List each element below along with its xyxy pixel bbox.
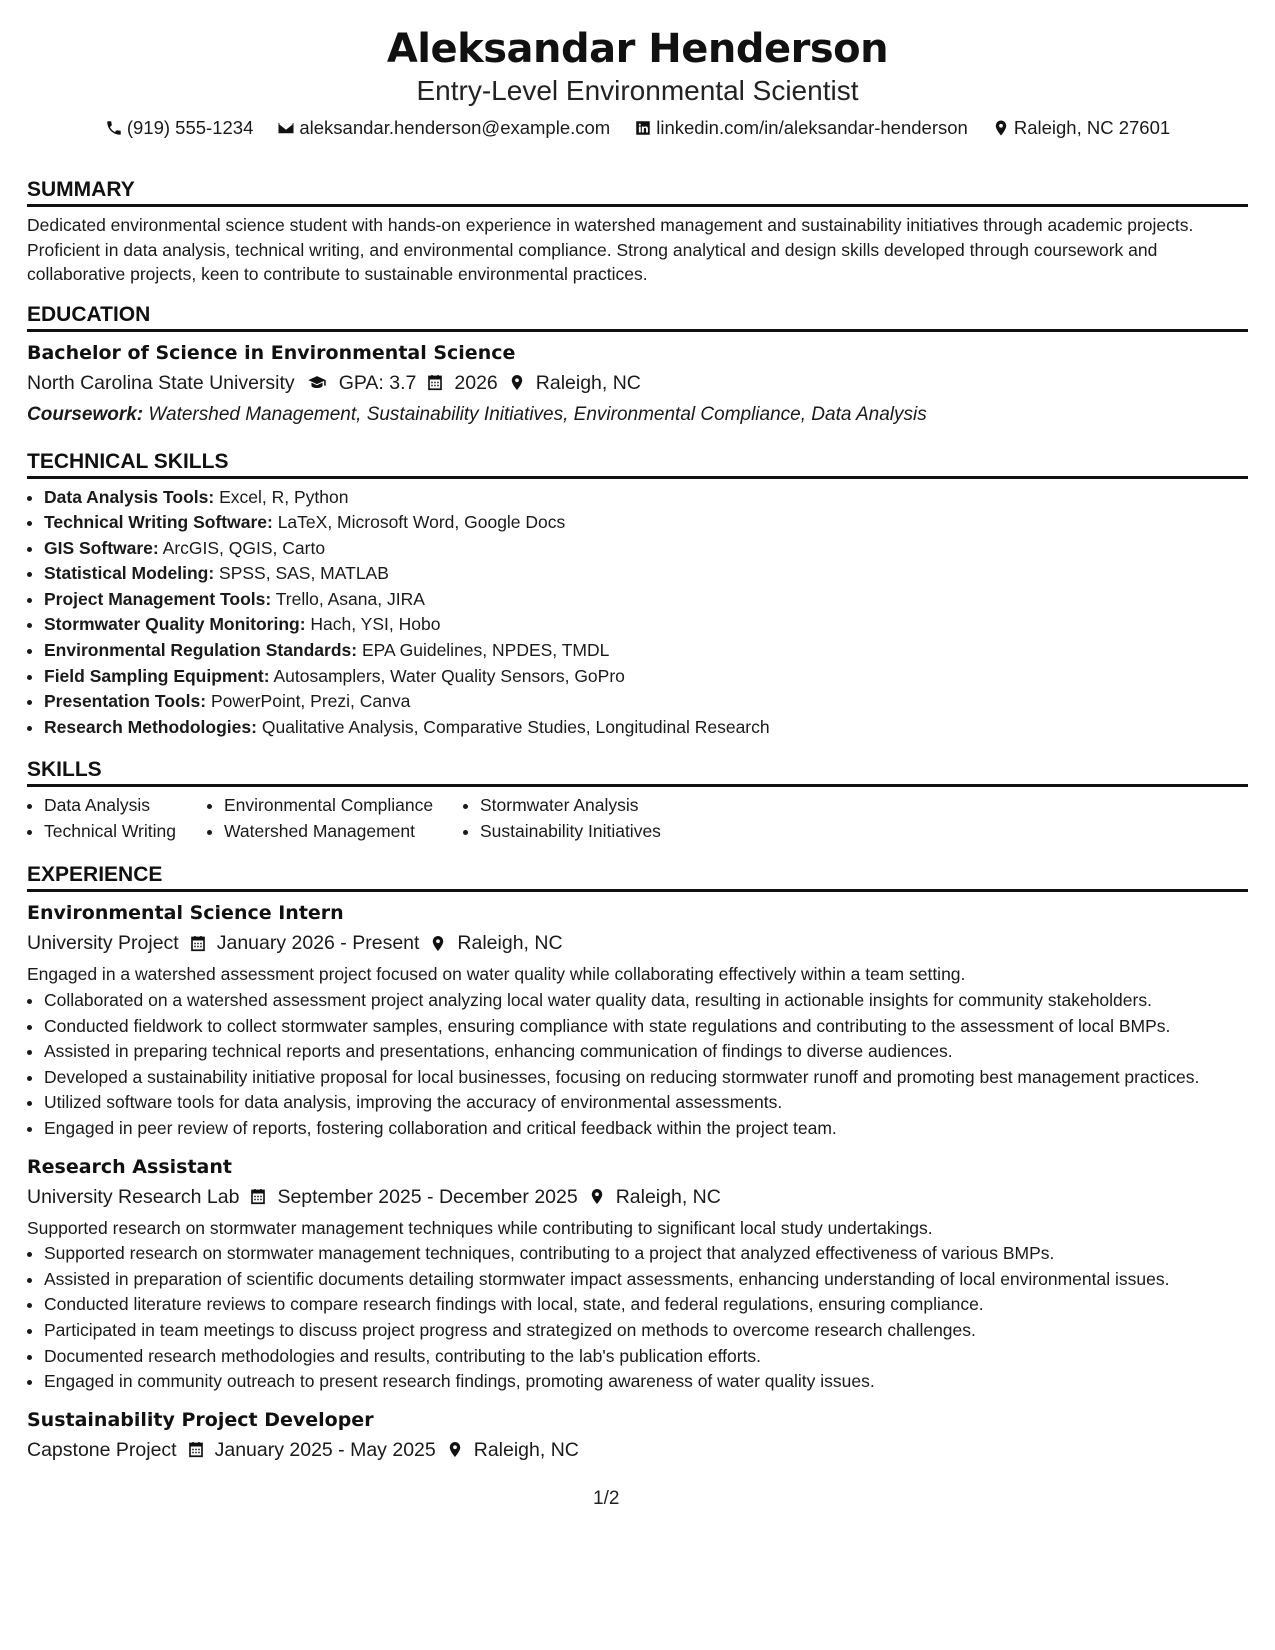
summary-section <box>27 176 1248 287</box>
contact-email[interactable] <box>277 114 610 142</box>
calendar-icon <box>187 1440 205 1459</box>
list-item: • Conducted fieldwork to collect stormwater samples, ensuring compliance with state regulations and contributing to the assessment of local BMPs. <box>44 1014 1248 1040</box>
section-title-summary: SUMMARY <box>27 176 1248 207</box>
map-pin-icon <box>588 1187 606 1206</box>
list-item: • Utilized software tools for data analysis, improving the accuracy of environmental assessments. <box>44 1090 1248 1116</box>
contact-location <box>992 114 1170 142</box>
job-org: University Project <box>27 932 179 955</box>
education-location: Raleigh, NC <box>535 371 641 394</box>
list-item: • Sustainability Initiatives <box>480 819 730 845</box>
list-item: • Supported research on stormwater management techniques, contributing to a project that analyzed effectiveness of various BMPs. <box>44 1241 1248 1267</box>
technical-skills-section <box>27 448 1248 741</box>
calendar-icon <box>249 1187 267 1206</box>
list-item: • Data Analysis Tools: Excel, R, Python <box>44 485 1248 511</box>
technical-skills-list <box>27 485 1248 741</box>
list-item: • Engaged in peer review of reports, fostering collaboration and critical feedback within the project team. <box>44 1116 1248 1142</box>
contact-row <box>27 114 1248 142</box>
resume-header <box>27 0 1248 142</box>
experience-entry <box>27 898 1248 1141</box>
job-org: University Research Lab <box>27 1185 240 1208</box>
graduation-cap-icon <box>305 373 329 392</box>
education-section <box>27 301 1248 430</box>
job-dates: January 2026 - Present <box>216 932 420 955</box>
graduation-year: 2026 <box>454 371 498 394</box>
list-item: • Collaborated on a watershed assessment project analyzing local water quality data, resulting in actionable insights for community stakeholders. <box>44 988 1248 1014</box>
map-pin-icon <box>992 119 1010 137</box>
job-location: Raleigh, NC <box>615 1185 721 1208</box>
list-item: • Participated in team meetings to discuss project progress and strategized on methods to overcome research challenges. <box>44 1318 1248 1344</box>
coursework-line <box>27 400 1248 430</box>
experience-entry <box>27 1405 1248 1465</box>
linkedin-text: linkedin.com/in/aleksandar-henderson <box>656 117 968 138</box>
list-item: • Project Management Tools: Trello, Asana, JIRA <box>44 587 1248 613</box>
job-bullets <box>27 988 1248 1142</box>
job-dates: September 2025 - December 2025 <box>277 1185 578 1208</box>
skills-list <box>27 793 1248 845</box>
experience-entry <box>27 1152 1248 1395</box>
calendar-icon <box>189 934 207 953</box>
list-item: • Presentation Tools: PowerPoint, Prezi, Canva <box>44 689 1248 715</box>
job-bullets <box>27 1241 1248 1395</box>
degree-title: Bachelor of Science in Environmental Science <box>27 341 516 364</box>
list-item: • Statistical Modeling: SPSS, SAS, MATLAB <box>44 561 1248 587</box>
candidate-name: Aleksandar Henderson <box>386 26 889 72</box>
list-item: • Watershed Management <box>224 819 480 845</box>
job-intro: Engaged in a watershed assessment project focused on water quality while collaborating effectively within a team setting. <box>27 964 966 985</box>
education-meta <box>27 368 1248 398</box>
list-item: • Conducted literature reviews to compare research findings with local, state, and federal regulations, ensuring compliance. <box>44 1292 1248 1318</box>
phone-text: (919) 555-1234 <box>126 117 254 138</box>
contact-phone <box>105 114 254 142</box>
list-item: • Developed a sustainability initiative proposal for local businesses, focusing on reducing stormwater runoff and promoting best management practices. <box>44 1065 1248 1091</box>
experience-section <box>27 861 1248 1464</box>
school-name: North Carolina State University <box>27 371 295 394</box>
list-item: • Stormwater Quality Monitoring: Hach, YSI, Hobo <box>44 612 1248 638</box>
list-item: • Documented research methodologies and results, contributing to the lab's publication efforts. <box>44 1344 1248 1370</box>
job-location: Raleigh, NC <box>457 932 563 955</box>
list-item: • Data Analysis <box>44 793 224 819</box>
phone-icon <box>105 119 123 137</box>
list-item: • Environmental Compliance <box>224 793 480 819</box>
map-pin-icon <box>508 373 526 392</box>
job-title: Sustainability Project Developer <box>27 1408 374 1431</box>
job-meta <box>27 928 1248 958</box>
job-org: Capstone Project <box>27 1438 177 1461</box>
list-item: • Stormwater Analysis <box>480 793 730 819</box>
job-title: Environmental Science Intern <box>27 902 344 925</box>
job-intro: Supported research on stormwater management techniques while contributing to significant local study undertakings. <box>27 1217 933 1238</box>
list-item: • Assisted in preparation of scientific documents detailing stormwater impact assessments, enhancing understanding of local environmental issues. <box>44 1267 1248 1293</box>
gpa-text: GPA: 3.7 <box>338 371 417 394</box>
email-text: aleksandar.henderson@example.com <box>299 117 611 138</box>
summary-text: Dedicated environmental science student with hands-on experience in watershed management and sustainability initiatives through academic projects. Proficient in data analysis, technical writing, and environmental compliance. Strong analytical and design skills developed through coursework and collaborative projects, keen to contribute to sustainable environmental practices. <box>27 215 1194 284</box>
list-item: • Engaged in community outreach to present research findings, promoting awareness of water quality issues. <box>44 1369 1248 1395</box>
map-pin-icon <box>429 934 447 953</box>
job-title: Research Assistant <box>27 1155 232 1178</box>
page-number: 1/2 <box>593 1488 620 1509</box>
section-title-education: EDUCATION <box>27 301 1248 332</box>
list-item: • Field Sampling Equipment: Autosamplers, Water Quality Sensors, GoPro <box>44 664 1248 690</box>
map-pin-icon <box>446 1440 464 1459</box>
coursework-label: Coursework: <box>27 403 144 425</box>
job-location: Raleigh, NC <box>473 1438 579 1461</box>
list-item: • Assisted in preparing technical reports and presentations, enhancing communication of findings to diverse audiences. <box>44 1039 1248 1065</box>
list-item: • Technical Writing <box>44 819 224 845</box>
list-item: • GIS Software: ArcGIS, QGIS, Carto <box>44 536 1248 562</box>
job-meta <box>27 1435 1248 1465</box>
section-title-technical-skills: TECHNICAL SKILLS <box>27 448 1248 479</box>
contact-linkedin[interactable] <box>634 114 968 142</box>
linkedin-icon <box>634 119 652 137</box>
section-title-experience: EXPERIENCE <box>27 861 1248 892</box>
candidate-headline: Entry-Level Environmental Scientist <box>416 75 859 106</box>
calendar-icon <box>426 373 444 392</box>
section-title-skills: SKILLS <box>27 756 1248 787</box>
envelope-icon <box>277 119 295 137</box>
list-item: • Environmental Regulation Standards: EPA Guidelines, NPDES, TMDL <box>44 638 1248 664</box>
coursework-list: Watershed Management, Sustainability Initiatives, Environmental Compliance, Data Analysis <box>148 403 927 425</box>
list-item: • Technical Writing Software: LaTeX, Microsoft Word, Google Docs <box>44 510 1248 536</box>
job-dates: January 2025 - May 2025 <box>214 1438 436 1461</box>
job-meta <box>27 1182 1248 1212</box>
skills-section <box>27 756 1248 845</box>
list-item: • Research Methodologies: Qualitative Analysis, Comparative Studies, Longitudinal Research <box>44 715 1248 741</box>
location-text: Raleigh, NC 27601 <box>1013 117 1171 138</box>
